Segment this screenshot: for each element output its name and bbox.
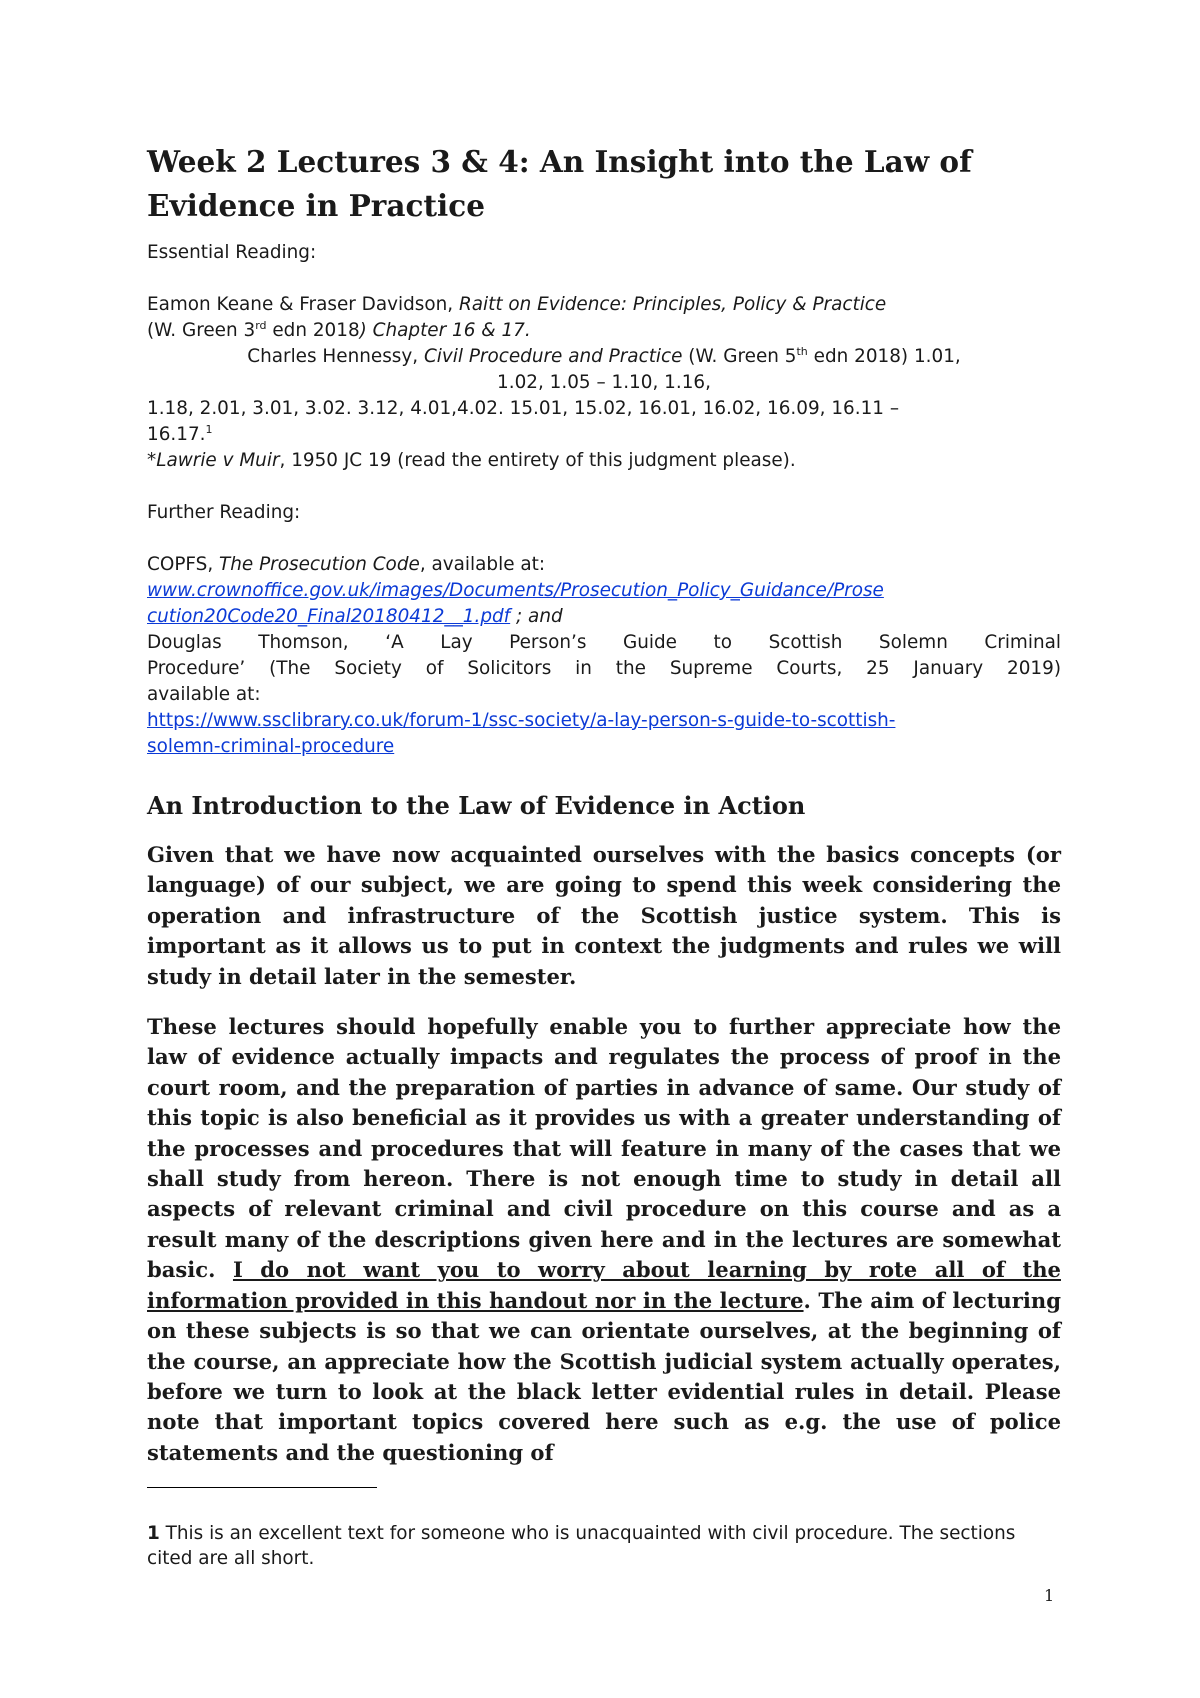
document-title: Week 2 Lectures 3 & 4: An Insight into the Law of Evidence in Practice	[147, 144, 972, 223]
section-heading: An Introduction to the Law of Evidence in Action	[147, 791, 806, 820]
reading-keane: Eamon Keane & Fraser Davidson, Raitt on Evidence: Principles, Policy & Practice (W. Green 3rd edn 2018) Chapter 16 & 17.	[147, 294, 887, 341]
case-name-lawrie: Lawrie v Muir	[156, 450, 280, 471]
body-paragraph-1: Given that we have now acquainted ourselves with the basics concepts (or language) of our subject, we are going to spend this week considering the operation and infrastructure of the Scottish justice system. This is important as it allows us to put in context the judgments and rules we will study in detail later in the semester.	[147, 842, 1061, 989]
ssc-library-link[interactable]: https://www.ssclibrary.co.uk/forum-1/ssc-society/a-lay-person-s-guide-to-scottish- solemn-criminal-procedure	[147, 710, 896, 757]
book-title-raitt: Raitt on Evidence: Principles, Policy & Practice	[458, 294, 887, 315]
page-number: 1	[1044, 1586, 1055, 1605]
reading-lawrie: *Lawrie v Muir, 1950 JC 19 (read the entirety of this judgment please).	[147, 450, 796, 471]
copfs-link[interactable]: www.crownoffice.gov.uk/images/Documents/Prosecution_Policy_Guidance/Prose cution20Code20_Final20180412__1.pdf	[147, 580, 884, 627]
footnote: 1 This is an excellent text for someone who is unacquainted with civil procedure. The sections cited are all short.	[147, 1523, 1016, 1570]
page-content	[147, 140, 1061, 1468]
footnote-ref[interactable]: 1	[205, 422, 213, 436]
emphasis-underlined: I do not want you to worry about learning by rote all of the information provided in this handout nor in the lecture	[147, 1257, 1061, 1313]
reading-hennessy: Charles Hennessy, Civil Procedure and Practice (W. Green 5th edn 2018) 1.01, 1.02, 1.05 – 1.10, 1.16,	[247, 344, 961, 393]
footnote-number: 1	[147, 1523, 160, 1545]
reading-hennessy-sections: 1.18, 2.01, 3.01, 3.02. 3.12, 4.01,4.02. 15.01, 15.02, 16.01, 16.02, 16.09, 16.11 – 16.17.$^1$	[147, 398, 900, 445]
body-paragraph-2: These lectures should hopefully enable you to further appreciate how the law of evidence actually impacts and regulates the process of proof in the court room, and the preparation of parties in advance of same. Our study of this topic is also beneficial as it provides us with a greater understanding of the processes and procedures that will feature in many of the cases that we shall study from hereon. There is not enough time to study in detail all aspects of relevant criminal and civil procedure on this course and as a result many of the descriptions given here and in the lectures are somewhat basic. I do not want you to worry about learning by rote all of the information provided in this handout nor in the lecture. The aim of lecturing on these subjects is so that we can orientate ourselves, at the beginning of the course, an appreciate how the Scottish judicial system actually operates, before we turn to look at the black letter evidential rules in detail. Please note that important topics covered here such as e.g. the use of police statements and the questioning of	[147, 1014, 1061, 1465]
book-title-prosecution-code: The Prosecution Code	[219, 554, 420, 575]
further-reading-heading: Further Reading:	[147, 502, 301, 523]
book-title-civil-procedure: Civil Procedure and Practice	[423, 346, 683, 367]
essential-reading-heading: Essential Reading:	[147, 242, 317, 263]
reading-thomson: Douglas Thomson, ‘A Lay Person’s Guide to Scottish Solemn Criminal Procedure’ (The Society of Solicitors in the Supreme Courts, 25 January 2019) available at: https://www.ssclibrary.co.uk/forum-1/ssc-society/a-lay-person-s-guide-to-scottish- solemn-criminal-procedure	[147, 632, 1061, 757]
reading-copfs: COPFS, The Prosecution Code, available at: www.crownoffice.gov.uk/images/Documents/Prosecution_Policy_Guidance/Prose cution20Code20_Final20180412__1.pdf ; and	[147, 554, 884, 627]
footnote-separator	[147, 1487, 377, 1488]
